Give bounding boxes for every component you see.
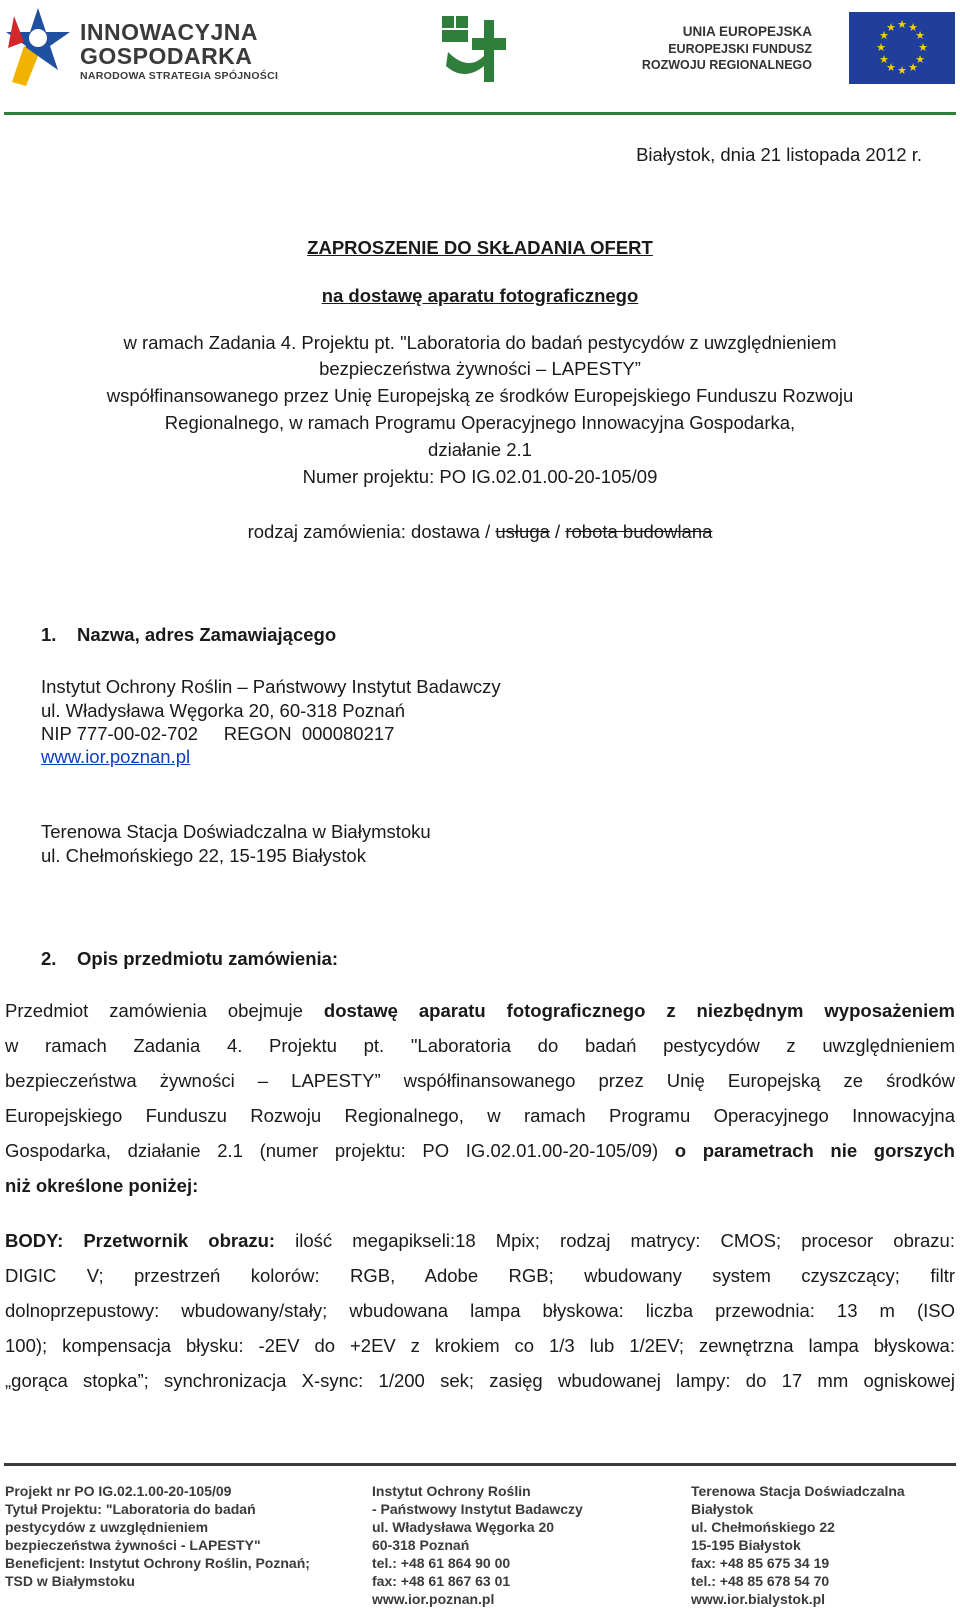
footer-col3-line: www.ior.bialystok.pl (691, 1591, 826, 1607)
footer-col1-line: Projekt nr PO IG.02.1.00-20-105/09 (5, 1483, 232, 1499)
para1-line-1 (5, 993, 955, 1028)
footer-col3-line: fax: +48 85 675 34 19 (691, 1555, 830, 1571)
footer-col3-line: tel.: +48 85 678 54 70 (691, 1573, 830, 1589)
svg-text:★: ★ (886, 21, 896, 34)
project-number: Numer projektu: PO IG.02.01.00-20-105/09 (302, 466, 658, 487)
footer-col1-line: pestycydów z uwzględnieniem (5, 1519, 209, 1535)
logo-left-line1: INNOWACYJNA (80, 19, 259, 45)
logo-right-line1: UNIA EUROPEJSKA (682, 24, 812, 39)
section2-heading: Opis przedmiotu zamówienia: (77, 948, 339, 969)
para1-line-3: bezpieczeństwa żywności – LAPESTY” współfinansowanego przez Unię Europejską ze środków (5, 1070, 955, 1091)
footer-col3-line: Terenowa Stacja Doświadczalna (691, 1483, 905, 1499)
order-type-struck-construction: robota budowlana (565, 521, 713, 542)
section2-number: 2. (41, 948, 57, 969)
order-type-line (0, 519, 960, 545)
footer-col2-line: ul. Władysława Węgorka 20 (372, 1519, 555, 1535)
footer-col2-line: 60-318 Poznań (372, 1537, 470, 1553)
para1-line-5-normal: Gospodarka, działanie 2.1 (numer projektu: PO IG.02.01.00-20-105/09) (5, 1140, 675, 1161)
innowacyjna-gospodarka-logo-icon (4, 2, 72, 88)
section1-line-3: NIP 777-00-02-702 REGON 000080217 (41, 723, 395, 744)
para2-line-1-bold: BODY: Przetwornik obrazu: (5, 1230, 276, 1251)
document-subtitle: na dostawę aparatu fotograficznego (321, 285, 639, 306)
logo-right-line3: ROZWOJU REGIONALNEGO (641, 58, 812, 72)
para2-line-3: dolnoprzepustowy: wbudowany/stały; wbudowana lampa błyskowa: liczba przewodnia: 13 m (ISO (5, 1300, 955, 1321)
institute-cross-logo-icon (440, 12, 510, 84)
document-title: ZAPROSZENIE DO SKŁADANIA OFERT (307, 237, 653, 258)
footer-station-contact (691, 1482, 905, 1608)
para2-line-5: „gorąca stopka”; synchronizacja X-sync: 1/200 sek; zasięg wbudowanej lampy: do 17 mm ogniskowej (5, 1370, 955, 1391)
svg-text:★: ★ (879, 53, 889, 66)
footer-divider (4, 1463, 956, 1466)
footer-col1-line: bezpieczeństwa żywności - LAPESTY" (5, 1537, 261, 1553)
para2-line-4: 100); kompensacja błysku: -2EV do +2EV z krokiem co 1/3 lub 1/2EV; zewnętrzna lampa błyskowa: (5, 1335, 955, 1356)
footer-col3-line: Białystok (691, 1501, 754, 1517)
header-divider (4, 112, 956, 115)
eu-flag-icon (849, 12, 955, 84)
intro-line-2: bezpieczeństwa żywności – LAPESTY” (319, 358, 641, 379)
svg-text:★: ★ (886, 61, 896, 74)
letterhead (0, 0, 960, 118)
footer-col3-line: ul. Chełmońskiego 22 (691, 1519, 835, 1535)
para2-line-2: DIGIC V; przestrzeń kolorów: RGB, Adobe RGB; wbudowany system czyszczący; filtr (5, 1265, 955, 1286)
section1-number: 1. (41, 624, 57, 645)
para1-line-5-bold: o parametrach nie gorszych (674, 1140, 955, 1161)
footer-col1-line: Tytuł Projektu: "Laboratoria do badań (5, 1501, 256, 1517)
svg-text:★: ★ (915, 53, 925, 66)
logo-left-line3: NARODOWA STRATEGIA SPÓJNOŚCI (80, 70, 279, 82)
section1-heading: Nazwa, adres Zamawiającego (77, 624, 337, 645)
footer-col1-line: TSD w Białymstoku (5, 1573, 135, 1589)
footer-project-info (5, 1482, 310, 1590)
svg-text:★: ★ (908, 21, 918, 34)
svg-text:★: ★ (918, 41, 928, 54)
para1-line-6: niż określone poniżej: (5, 1175, 199, 1196)
order-type-separator: / (549, 521, 566, 542)
para1-line-2: w ramach Zadania 4. Projektu pt. "Laboratoria do badań pestycydów z uwzględnieniem (5, 1035, 955, 1056)
section1-line-2: ul. Władysława Węgorka 20, 60-318 Poznań (41, 700, 406, 721)
logo-right-line2: EUROPEJSKI FUNDUSZ (668, 42, 812, 56)
para1-line-5 (5, 1133, 955, 1168)
svg-text:★: ★ (915, 29, 925, 42)
para1-line-4: Europejskiego Funduszu Rozwoju Regionalnego, w ramach Programu Operacyjnego Innowacyjna (5, 1105, 955, 1126)
para1-line-1-bold: dostawę aparatu fotograficznego z niezbędnym wyposażeniem (323, 1000, 955, 1021)
intro-line-5: działanie 2.1 (428, 439, 532, 460)
svg-text:★: ★ (897, 64, 907, 77)
svg-text:★: ★ (876, 41, 886, 54)
intro-line-1: w ramach Zadania 4. Projektu pt. "Laboratoria do badań pestycydów z uwzględnieniem (123, 332, 837, 353)
para1-line-1-normal: Przedmiot zamówienia obejmuje (5, 1000, 324, 1021)
order-type-struck-service: usługa (495, 521, 550, 542)
footer-col2-line: tel.: +48 61 864 90 00 (372, 1555, 511, 1571)
svg-text:★: ★ (897, 18, 907, 31)
intro-line-4: Regionalnego, w ramach Programu Operacyjnego Innowacyjna Gospodarka, (164, 412, 796, 433)
svg-text:★: ★ (908, 61, 918, 74)
website-link[interactable]: www.ior.poznan.pl (41, 746, 191, 767)
para2-line-1-normal: ilość megapikseli:18 Mpix; rodzaj matrycy: CMOS; procesor obrazu: (275, 1230, 955, 1251)
logo-left-line2: GOSPODARKA (80, 43, 253, 69)
date-line: Białystok, dnia 21 listopada 2012 r. (636, 144, 922, 165)
footer-col3-line: 15-195 Białystok (691, 1537, 801, 1553)
section1-line-1: Instytut Ochrony Roślin – Państwowy Instytut Badawczy (41, 676, 501, 697)
footer-col2-line: Instytut Ochrony Roślin (372, 1483, 531, 1499)
footer-col1-line: Beneficjent: Instytut Ochrony Roślin, Poznań; (5, 1555, 310, 1571)
footer-col2-line: www.ior.poznan.pl (372, 1591, 495, 1607)
order-type-prefix: rodzaj zamówienia: dostawa / (247, 521, 496, 542)
footer-col2-line: - Państwowy Instytut Badawczy (372, 1501, 583, 1517)
footer-col2-line: fax: +48 61 867 63 01 (372, 1573, 511, 1589)
footer-institute-contact (372, 1482, 583, 1608)
station-line-1: Terenowa Stacja Doświadczalna w Białymstoku (41, 821, 431, 842)
intro-line-3: współfinansowanego przez Unię Europejską ze środków Europejskiego Funduszu Rozwoju (106, 385, 854, 406)
svg-text:★: ★ (879, 29, 889, 42)
station-line-2: ul. Chełmońskiego 22, 15-195 Białystok (41, 845, 366, 866)
para2-line-1 (5, 1223, 955, 1258)
